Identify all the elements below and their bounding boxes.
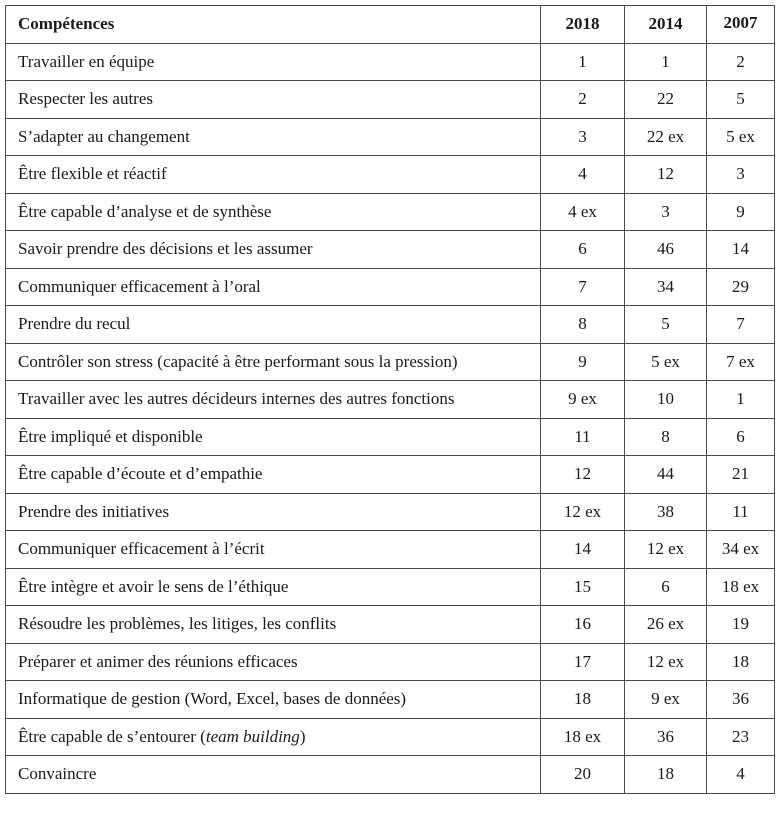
competence-label bbox=[6, 531, 541, 569]
header-year-2018: 2018 bbox=[541, 6, 625, 44]
competence-text: Être capable d’écoute et d’empathie bbox=[18, 464, 263, 484]
rank-2014-cell: 22 ex bbox=[625, 118, 707, 156]
table-row bbox=[6, 718, 775, 756]
competence-text: Communiquer efficacement à l’oral bbox=[18, 276, 261, 296]
rank-2018-cell: 4 ex bbox=[541, 193, 625, 231]
competence-text: Être intègre et avoir le sens de l’éthique bbox=[18, 576, 289, 596]
table-row bbox=[6, 493, 775, 531]
competence-text: Convaincre bbox=[18, 764, 97, 784]
competence-text: Être impliqué et disponible bbox=[18, 426, 203, 446]
table-row bbox=[6, 43, 775, 81]
rank-2007-cell: 4 bbox=[707, 756, 775, 794]
header-year-2014: 2014 bbox=[625, 6, 707, 44]
competence-label bbox=[6, 568, 541, 606]
rank-2014-cell: 10 bbox=[625, 381, 707, 419]
rank-2007-cell: 36 bbox=[707, 681, 775, 719]
table-row bbox=[6, 568, 775, 606]
competence-label bbox=[6, 456, 541, 494]
rank-2007-cell: 5 ex bbox=[707, 118, 775, 156]
rank-2014-cell: 44 bbox=[625, 456, 707, 494]
rank-2007-cell: 3 bbox=[707, 156, 775, 194]
rank-2007-cell: 19 bbox=[707, 606, 775, 644]
table-row bbox=[6, 231, 775, 269]
table-row bbox=[6, 156, 775, 194]
competence-label bbox=[6, 118, 541, 156]
table-row bbox=[6, 681, 775, 719]
table-row bbox=[6, 118, 775, 156]
rank-2007-cell: 21 bbox=[707, 456, 775, 494]
competence-italic-term: team building bbox=[205, 726, 300, 746]
competence-label bbox=[6, 231, 541, 269]
competence-label bbox=[6, 418, 541, 456]
rank-2007-cell: 2 bbox=[707, 43, 775, 81]
competence-text: Contrôler son stress (capacité à être performant sous la pression) bbox=[18, 351, 458, 371]
rank-2018-cell: 3 bbox=[541, 118, 625, 156]
rank-2018-cell: 6 bbox=[541, 231, 625, 269]
competence-label bbox=[6, 43, 541, 81]
rank-2014-cell: 6 bbox=[625, 568, 707, 606]
header-year-2007: 2007 bbox=[707, 6, 775, 44]
competence-label bbox=[6, 606, 541, 644]
rank-2018-cell: 15 bbox=[541, 568, 625, 606]
rank-2007-cell: 14 bbox=[707, 231, 775, 269]
competence-label bbox=[6, 81, 541, 119]
table-row bbox=[6, 531, 775, 569]
header-competences: Compétences bbox=[6, 6, 541, 44]
rank-2018-cell: 8 bbox=[541, 306, 625, 344]
competence-label bbox=[6, 306, 541, 344]
competence-label bbox=[6, 493, 541, 531]
rank-2018-cell: 14 bbox=[541, 531, 625, 569]
rank-2018-cell: 9 bbox=[541, 343, 625, 381]
rank-2014-cell: 12 bbox=[625, 156, 707, 194]
rank-2014-cell: 12 ex bbox=[625, 643, 707, 681]
header-row bbox=[6, 6, 775, 44]
table-row bbox=[6, 81, 775, 119]
competence-text: Être capable de s’entourer ( bbox=[18, 726, 206, 746]
table-row bbox=[6, 343, 775, 381]
rank-2007-cell: 9 bbox=[707, 193, 775, 231]
competence-label bbox=[6, 343, 541, 381]
competence-text: Prendre du recul bbox=[18, 314, 131, 334]
rank-2014-cell: 5 ex bbox=[625, 343, 707, 381]
rank-2018-cell: 2 bbox=[541, 81, 625, 119]
rank-2014-cell: 18 bbox=[625, 756, 707, 794]
rank-2007-cell: 18 bbox=[707, 643, 775, 681]
rank-2018-cell: 4 bbox=[541, 156, 625, 194]
competence-text: Être flexible et réactif bbox=[18, 164, 167, 184]
rank-2014-cell: 5 bbox=[625, 306, 707, 344]
competence-label bbox=[6, 156, 541, 194]
rank-2014-cell: 34 bbox=[625, 268, 707, 306]
rank-2018-cell: 9 ex bbox=[541, 381, 625, 419]
rank-2018-cell: 20 bbox=[541, 756, 625, 794]
competence-label bbox=[6, 381, 541, 419]
rank-2007-cell: 1 bbox=[707, 381, 775, 419]
rank-2014-cell: 22 bbox=[625, 81, 707, 119]
rank-2007-cell: 7 ex bbox=[707, 343, 775, 381]
rank-2014-cell: 9 ex bbox=[625, 681, 707, 719]
competence-text: Résoudre les problèmes, les litiges, les conflits bbox=[18, 614, 337, 634]
rank-2007-cell: 6 bbox=[707, 418, 775, 456]
rank-2007-cell: 18 ex bbox=[707, 568, 775, 606]
competence-text: Être capable d’analyse et de synthèse bbox=[18, 201, 272, 221]
rank-2007-cell: 7 bbox=[707, 306, 775, 344]
competences-table bbox=[5, 5, 775, 794]
rank-2014-cell: 3 bbox=[625, 193, 707, 231]
rank-2007-cell: 5 bbox=[707, 81, 775, 119]
rank-2018-cell: 18 ex bbox=[541, 718, 625, 756]
competence-text: S’adapter au changement bbox=[18, 126, 190, 146]
rank-2014-cell: 1 bbox=[625, 43, 707, 81]
competence-label bbox=[6, 718, 541, 756]
competence-label bbox=[6, 756, 541, 794]
rank-2007-cell: 29 bbox=[707, 268, 775, 306]
rank-2018-cell: 7 bbox=[541, 268, 625, 306]
rank-2014-cell: 36 bbox=[625, 718, 707, 756]
rank-2018-cell: 17 bbox=[541, 643, 625, 681]
competence-label bbox=[6, 193, 541, 231]
competence-text: Travailler avec les autres décideurs internes des autres fonctions bbox=[18, 389, 455, 409]
competence-text: Travailler en équipe bbox=[18, 51, 155, 71]
competence-text: Respecter les autres bbox=[18, 89, 153, 109]
table-row bbox=[6, 606, 775, 644]
rank-2018-cell: 12 ex bbox=[541, 493, 625, 531]
rank-2014-cell: 26 ex bbox=[625, 606, 707, 644]
competence-text: Communiquer efficacement à l’écrit bbox=[18, 539, 265, 559]
table-row bbox=[6, 643, 775, 681]
competence-label bbox=[6, 643, 541, 681]
rank-2007-cell: 34 ex bbox=[707, 531, 775, 569]
rank-2014-cell: 38 bbox=[625, 493, 707, 531]
table-row bbox=[6, 193, 775, 231]
table-row bbox=[6, 306, 775, 344]
rank-2018-cell: 16 bbox=[541, 606, 625, 644]
competence-text: Prendre des initiatives bbox=[18, 501, 170, 521]
competence-text: Savoir prendre des décisions et les assumer bbox=[18, 239, 313, 259]
table-body bbox=[6, 43, 775, 793]
table-row bbox=[6, 756, 775, 794]
table-row bbox=[6, 381, 775, 419]
rank-2018-cell: 11 bbox=[541, 418, 625, 456]
competence-label bbox=[6, 268, 541, 306]
table-row bbox=[6, 418, 775, 456]
rank-2014-cell: 8 bbox=[625, 418, 707, 456]
competence-text: Informatique de gestion (Word, Excel, bases de données) bbox=[18, 689, 407, 709]
table-row bbox=[6, 456, 775, 494]
rank-2014-cell: 12 ex bbox=[625, 531, 707, 569]
rank-2007-cell: 23 bbox=[707, 718, 775, 756]
table-row bbox=[6, 268, 775, 306]
rank-2007-cell: 11 bbox=[707, 493, 775, 531]
rank-2018-cell: 1 bbox=[541, 43, 625, 81]
rank-2014-cell: 46 bbox=[625, 231, 707, 269]
rank-2018-cell: 12 bbox=[541, 456, 625, 494]
competence-label bbox=[6, 681, 541, 719]
competence-suffix: ) bbox=[299, 726, 306, 746]
rank-2018-cell: 18 bbox=[541, 681, 625, 719]
competence-text: Préparer et animer des réunions efficaces bbox=[18, 651, 298, 671]
